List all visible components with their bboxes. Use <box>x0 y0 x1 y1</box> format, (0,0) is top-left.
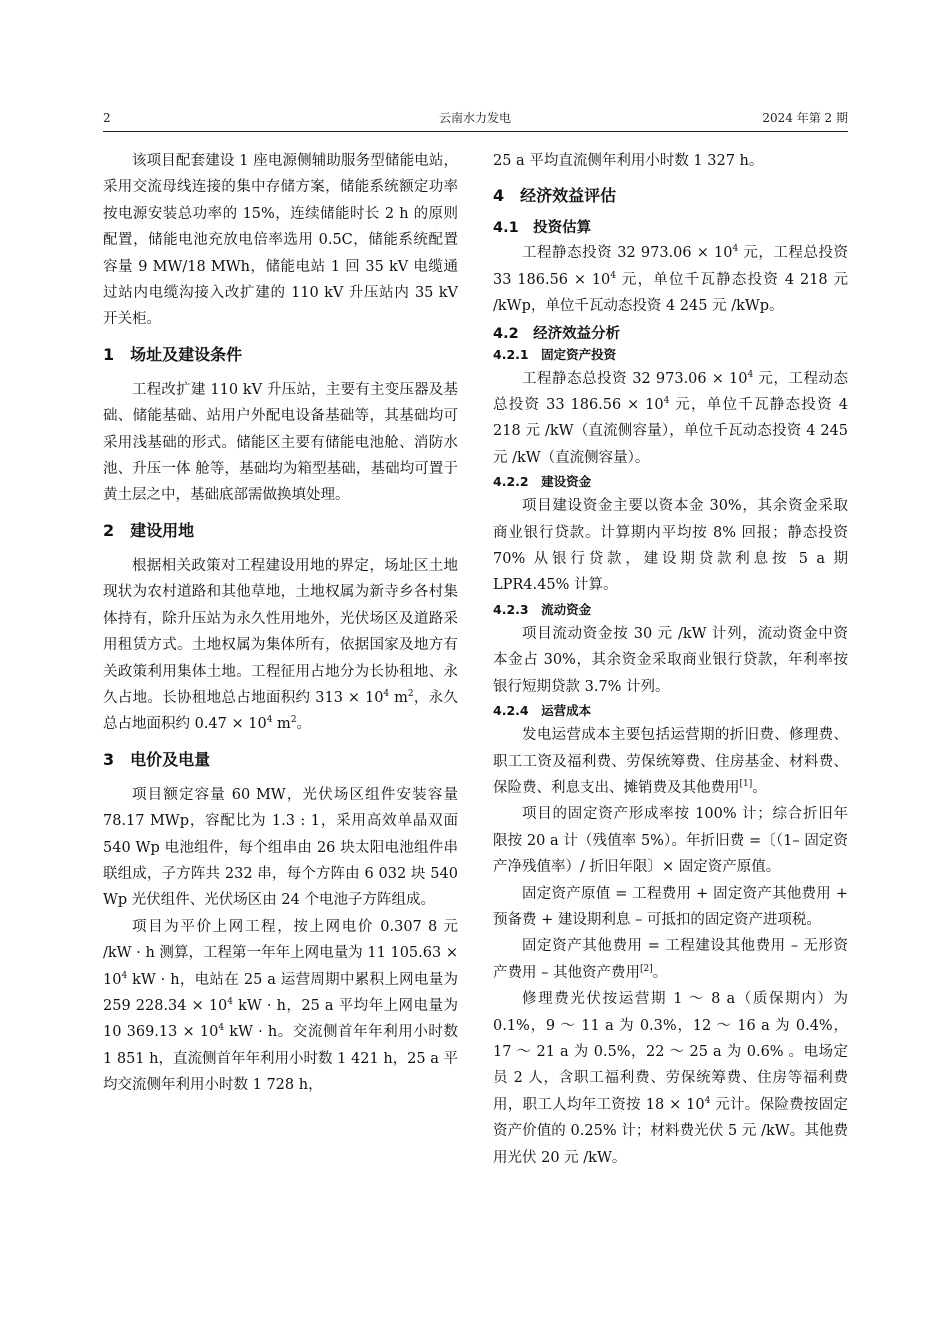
paragraph-site: 工程改扩建 110 kV 升压站，主要有主变压器及基础、储能基础、站用户外配电设备基础等，其基础均可采用浅基础的形式。储能区主要有储能电池舱、消防水池、升压一体 舱等，基础均为箱型基础，基础均可置于黄土层之中，基础底部需做换填处理。 <box>103 381 458 504</box>
text-run: 。 <box>752 779 767 796</box>
paragraph-funding: 项目建设资金主要以资本金 30%，其余资金采取商业银行贷款。计算期内平均按 8% 回报；静态投资 70% 从银行贷款，建设期贷款利息按 5 a 期 LPR4.45% 计算。 <box>493 498 848 594</box>
text-run: 固定资产其他费用 = 工程建设其他费用 – 无形资产费用 – 其他资产费用 <box>493 938 848 981</box>
subsubsection-heading-operating-cost: 4.2.4 运营成本 <box>493 703 592 719</box>
paragraph-continued: 25 a 平均直流侧年利用小时数 1 327 h。 <box>493 153 764 169</box>
paragraph-intro: 该项目配套建设 1 座电源侧辅助服务型储能电站，采用交流母线连接的集中存储方案，储能系统额定功率按电源安装总功率的 15%，连续储能时长 2 h 的原则配置，储能电池充放电倍率选用 0.5C，储能系统配置容量 9 MW/18 MWh，储能电站 1 回 35 kV 电缆通过站内电缆沟接入改扩建的 110 kV 升压站内 35 kV 开关柜。 <box>103 153 458 328</box>
paragraph-energy <box>103 914 458 1099</box>
subsubsection-heading-working-capital: 4.2.3 流动资金 <box>493 601 592 617</box>
paragraph-other-cost <box>493 933 848 986</box>
section-heading-price: 3 电价及电量 <box>103 749 211 769</box>
subsection-heading-investment: 4.1 投资估算 <box>493 220 592 237</box>
paragraph-depreciation: 项目的固定资产形成率按 100% 计；综合折旧年限按 20 a 计（残值率 5%）。年折旧费 =〔（1– 固定资产净残值率）/ 折旧年限〕× 固定资产原值。 <box>493 806 848 876</box>
paragraph-capacity: 项目额定容量 60 MW，光伏场区组件安装容量 78.17 MWp，容配比为 1.3 : 1，采用高效单晶双面 540 Wp 电池组件，每个组串由 26 块太阳电池组件串联组成，子方阵共 232 串，每个方阵由 6 032 块 540 Wp 光伏组件、光伏场区由 24 个电池子方阵组成。 <box>103 786 458 909</box>
text-run: 项目为平价上网工程，按上网电价 0.307 8 元 /kW · h 测算，工程第一年年上网电量为 11 105.63 × 10 <box>103 918 458 988</box>
subsubsection-heading-funding: 4.2.2 建设资金 <box>493 474 592 490</box>
right-column <box>493 148 848 1171</box>
superscript: 4 <box>732 244 739 255</box>
superscript: 4 <box>663 396 670 407</box>
text-run: kW · h。交流侧首年年利用小时数 1 851 h，直流侧首年年利用小时数 1 421 h，25 a 平均交流侧年利用小时数 1 728 h， <box>103 1024 458 1094</box>
text-run: 元，单位千瓦静态投资 4 218 元 /kWp，单位千瓦动态投资 4 245 元 /kWp。 <box>493 271 848 315</box>
superscript: 4 <box>704 1095 711 1106</box>
text-run: 元，工程动态总投资 33 186.56 × 10 <box>493 370 848 414</box>
superscript: 2 <box>290 715 297 726</box>
text-run: 元计。保险费按固定资产价值的 0.25% 计；材料费光伏 5 元 /kW。其他费用光伏 20 元 /kW。 <box>493 1096 848 1166</box>
text-run: 工程静态投资 32 973.06 × 10 <box>522 245 733 262</box>
issue-label: 2024 年第 2 期 <box>762 111 848 125</box>
superscript: 4 <box>610 270 617 281</box>
text-run: kW · h，25 a 平均年上网电量为 10 369.13 × 10 <box>103 997 458 1041</box>
text-run: 修理费光伏按运营期 1 ～ 8 a（质保期内）为 0.1%，9 ～ 11 a 为 0.3%，12 ～ 16 a 为 0.4%，17 ～ 21 a 为 0.5%，22 ～ 25 a 为 0.6% 。电场定员 2 人，含职工福利费、劳保统筹费、住房等福利费用，职工人均年工资按 18 × 10 <box>493 991 848 1113</box>
superscript: 4 <box>218 1023 225 1034</box>
journal-title: 云南水力发电 <box>438 111 511 125</box>
text-run: 元，单位千瓦静态投资 4 218 元 /kW（直流侧容量），单位千瓦动态投资 4 245 元 /kW（直流侧容量）。 <box>493 397 848 466</box>
superscript: 2 <box>407 689 414 700</box>
paragraph-original-value: 固定资产原值 = 工程费用 + 固定资产其他费用 + 预备费 + 建设期利息 – 可抵扣的固定资产进项税。 <box>493 885 848 928</box>
section-heading-site: 1 场址及建设条件 <box>103 344 243 364</box>
text-run: 发电运营成本主要包括运营期的折旧费、修理费、职工工资及福利费、劳保统筹费、住房基金、材料费、保险费、利息支出、摊销费及其他费用 <box>493 727 848 796</box>
subsection-heading-benefit: 4.2 经济效益分析 <box>493 325 621 342</box>
subsubsection-heading-fixed-assets: 4.2.1 固定资产投资 <box>493 346 617 362</box>
text-run: 根据相关政策对工程建设用地的界定，场址区土地现状为农村道路和其他草地，土地权属为新寺乡各村集体持有，除升压站为永久性用地外，光伏场区及道路采用租赁方式。土地权属为集体所有，依据国家及地方有关政策利用集体土地。工程征用占地分为长协租地、永久占地。长协租地总占地面积约 313 × 10 <box>103 557 458 706</box>
superscript: 4 <box>121 970 128 981</box>
left-column <box>103 148 458 1099</box>
text-run: 元，工程总投资 33 186.56 × 10 <box>493 245 849 288</box>
text-run: kW · h，电站在 25 a 运营周期中累积上网电量为 259 228.34 × 10 <box>103 971 458 1014</box>
header-rule <box>103 131 848 132</box>
text-run: 。 <box>652 964 668 981</box>
superscript: 4 <box>266 715 273 726</box>
page-number: 2 <box>103 111 111 125</box>
superscript: 4 <box>227 997 234 1008</box>
paragraph-working-capital: 项目流动资金按 30 元 /kW 计列，流动资金中资本金占 30%，其余资金采取商业银行贷款，年利率按银行短期贷款 3.7% 计列。 <box>493 625 848 695</box>
text-run: 。 <box>296 716 312 733</box>
text-run: m <box>272 716 291 733</box>
paragraph-fixed-assets <box>493 366 848 472</box>
text-run: 工程静态总投资 32 973.06 × 10 <box>522 370 748 387</box>
text-run: m <box>389 689 408 706</box>
section-heading-economics: 4 经济效益评估 <box>493 186 617 206</box>
paragraph-repair-cost <box>493 986 848 1171</box>
paragraph-investment <box>493 240 848 319</box>
citation-ref: [1] <box>739 779 753 790</box>
text-run: ，永久总占地面积约 0.47 × 10 <box>103 689 458 733</box>
citation-ref: [2] <box>639 963 653 974</box>
paragraph-land <box>103 553 458 738</box>
superscript: 4 <box>383 689 390 700</box>
paragraph-operating-cost <box>493 722 848 801</box>
superscript: 4 <box>747 369 754 380</box>
section-heading-land: 2 建设用地 <box>103 520 195 540</box>
